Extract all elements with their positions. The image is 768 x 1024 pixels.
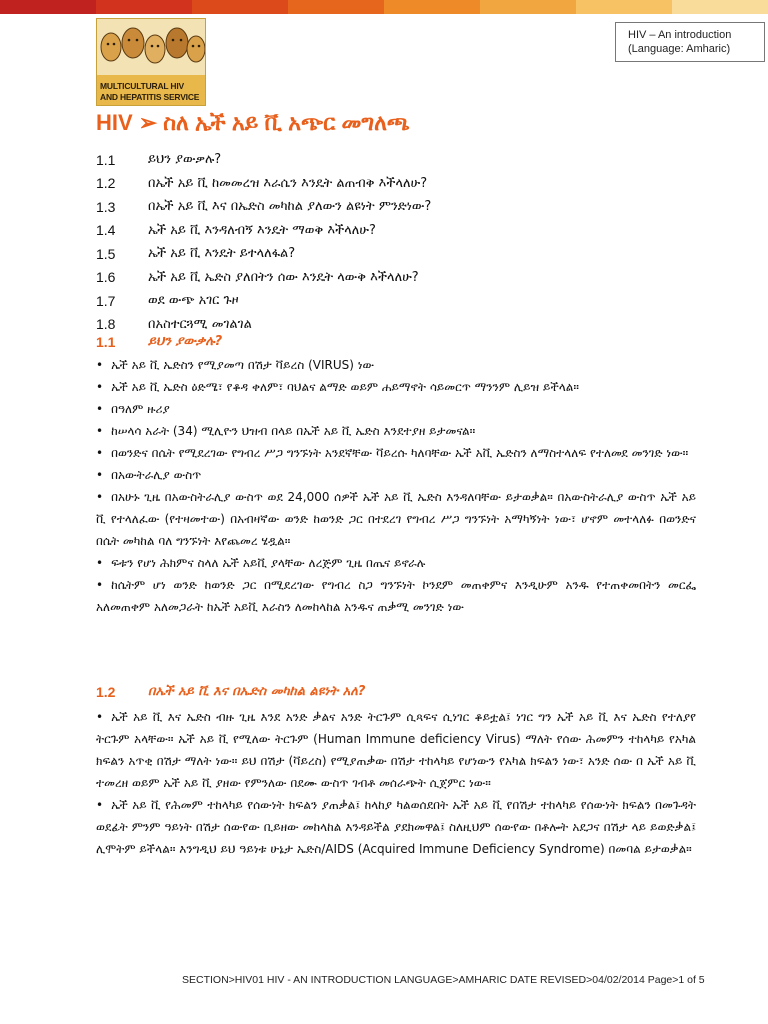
- color-segment: [480, 0, 576, 14]
- bullet-text: በአውትራሊያ ውስጥ: [111, 468, 202, 482]
- toc-text: ኤች አይ ቪ እንዴት ይተላለፋል?: [148, 246, 296, 262]
- toc-number: 1.7: [96, 292, 116, 309]
- bullet-text: ከሴትም ሆነ ወንድ ከወንድ ጋር በሚደረገው የግብረ ስጋ ግንኙነት ኮንደም መጠቀምና እንዲሁም አንዱ የተጠቀመበትን መርፌ አለመጠቀም አለመጋራት ከኤች አይቪ እራስን ለመከላከል አንዱና ጠቃሚ መንገድ ነው: [96, 578, 696, 614]
- color-segment: [672, 0, 768, 14]
- toc-text: ኤች አይ ቪ ኤድስ ያለበትን ሰው እንዴት ላውቅ እችላለሁ?: [148, 269, 419, 285]
- section-1-1-body: [96, 354, 696, 618]
- section-title: ይህን ያውቃሉ?: [148, 334, 223, 349]
- bullet-icon: •: [96, 490, 104, 504]
- bullet-icon: •: [96, 446, 104, 460]
- logo-line-2: AND HEPATITIS SERVICE: [100, 92, 200, 102]
- toc-number: 1.2: [96, 175, 116, 192]
- toc-text: ኤች አይ ቪ እንዳለብኝ እንዴት ማወቅ እችላለሁ?: [148, 222, 376, 238]
- bullet-text: ኤች አይ ቪ ኤድስን የሚያመጣ በሽታ ቫይረስ (VIRUS) ነው: [111, 358, 375, 372]
- multicultural-hiv-logo: [96, 18, 206, 106]
- toc-text: በኤች አይ ቪ ከመመረዝ እራሴን እንዴት ልጠብቅ እችላለሁ?: [148, 175, 428, 191]
- color-segment: [384, 0, 480, 14]
- bullet-icon: •: [96, 798, 104, 812]
- color-segment: [96, 0, 192, 14]
- bullet-icon: •: [96, 710, 104, 724]
- toc-number: 1.4: [96, 222, 116, 239]
- bullet-paragraph: [96, 574, 696, 618]
- toc-text: በኤች አይ ቪ እና በኤድስ መካከል ያለውን ልዩነት ምንድነው?: [148, 199, 432, 215]
- color-segment: [192, 0, 288, 14]
- toc-text: ወደ ውጭ አገር ጉዞ: [148, 293, 239, 309]
- toc-item[interactable]: [96, 172, 696, 196]
- section-heading-1-1: [96, 334, 222, 350]
- bullet-icon: •: [96, 380, 104, 394]
- page-footer: SECTION>HIV01 HIV - AN INTRODUCTION LANGUAGE>AMHARIC DATE REVISED>04/02/2014 Page>1 of 5: [182, 974, 705, 986]
- bullet-text: ፍቱን የሆነ ሕክምና ስላለ ኤች አይቪ ያላቸው ለረጅም ጊዜ በጤና ይኖራሉ: [111, 556, 426, 570]
- color-segment: [0, 0, 96, 14]
- section-title: በኤች አይ ቪ እና በኤድስ መካከል ልዩነት አለ?: [148, 684, 366, 699]
- toc-item[interactable]: [96, 313, 696, 337]
- faces-illustration: [97, 19, 205, 75]
- bullet-icon: •: [96, 578, 104, 592]
- bullet-icon: •: [96, 424, 104, 438]
- toc-text: ይህን ያውቃሉ?: [148, 152, 222, 168]
- section-number: 1.1: [96, 334, 116, 350]
- info-language: (Language: Amharic): [628, 43, 731, 55]
- bullet-paragraph: [96, 442, 696, 464]
- bullet-paragraph: [96, 354, 696, 376]
- bullet-icon: •: [96, 402, 104, 416]
- toc-item[interactable]: [96, 219, 696, 243]
- bullet-paragraph: [96, 794, 696, 860]
- bullet-text: በአሁኑ ጊዜ በአውስትራሊያ ውስጥ ወደ 24,000 ሰዎች ኤች አይ ቪ ኤድስ እንዳለባቸው ይታወቃል። በአውስትራሊያ ውስጥ ኤች አይ ቪ የተላለፈው (የተዛመተው) በአብዛኛው ወንድ ከወንድ ጋር በተደረገ የግብረ ሥጋ ግንኙነት አማካኝነት ነው፣ ሆኖም መተላለፉ በወንድና በሴት መካከል ባለ ግንኙነት እየጨመረ ሄዷል።: [96, 490, 696, 548]
- bullet-text: ከሠላሳ አራት (34) ሚሊዮን ህዝብ በላይ በኤች አይ ቪ ኤድስ እንደተያዘ ይታመናል።: [111, 424, 476, 438]
- section-1-2-body: [96, 706, 696, 860]
- bullet-paragraph: [96, 420, 696, 442]
- bullet-text: ኤች አይ ቪ እና ኤድስ ብዙ ጊዜ እንደ አንድ ቃልና አንድ ትርጉም ሲጻፍና ሲነገር ቆይቷል፤ ነገር ግን ኤች አይ ቪ እና ኤድስ የተለያየ ትርጉም አላቸው። ኤች አይ ቪ የሚለው ትርጉም (Human Immune deficiency Virus) ማለት የሰው ሕመምን ተከላካይ የአካል ክፍልን አጥቂ በሽታ ማለት ነው። ይህ በሽታ (ቫይረስ) የሚያጠቃው በሽታ ተከላካይ የሆነውን የአካል ክፍልን ነው፣ አንድ ሰው በ ኤች አይ ቪ ተመረዘ ወይም ኤች አይ ቪ ያዘው የምንለው በደሙ ውስጥ ገብቶ መሰራጭት ሲጀምር ነው።: [96, 710, 696, 790]
- info-title: HIV – An introduction: [628, 29, 732, 41]
- color-segment: [288, 0, 384, 14]
- toc-text: በአስተርጓሚ መገልገል: [148, 316, 252, 332]
- bullet-icon: •: [96, 556, 104, 570]
- bullet-paragraph: [96, 552, 696, 574]
- toc-item[interactable]: [96, 289, 696, 313]
- bullet-text: በዓለም ዙሪያ: [111, 402, 170, 416]
- bullet-paragraph: [96, 464, 696, 486]
- bullet-icon: •: [96, 358, 104, 372]
- bullet-paragraph: [96, 376, 696, 398]
- toc-number: 1.6: [96, 269, 116, 286]
- brand-color-bar: [0, 0, 768, 14]
- toc-number: 1.3: [96, 198, 116, 215]
- color-segment: [576, 0, 672, 14]
- bullet-paragraph: [96, 706, 696, 794]
- toc-number: 1.8: [96, 316, 116, 333]
- bullet-text: ኤች አይ ቪ ኤድስ ዕድሜ፣ የቆዳ ቀለም፣ ባህልና ልማድ ወይም ሐይማኖት ሳይመርጥ ማንንም ሊይዝ ይችላል።: [111, 380, 579, 394]
- toc-item[interactable]: [96, 266, 696, 290]
- page-title: [96, 110, 410, 136]
- bullet-paragraph: [96, 398, 696, 420]
- section-number: 1.2: [96, 684, 116, 700]
- toc-number: 1.5: [96, 245, 116, 262]
- title-text: ስለ ኤች አይ ቪ አጭር መግለጫ: [163, 110, 410, 135]
- logo-line-1: MULTICULTURAL HIV: [100, 81, 184, 91]
- arrow-icon: ➢: [138, 110, 158, 135]
- document-info-box: [615, 22, 765, 62]
- bullet-icon: •: [96, 468, 104, 482]
- bullet-paragraph: [96, 486, 696, 552]
- bullet-text: ኤች አይ ቪ የሕመም ተከላካይ የሰውነት ክፍልን ያጠቃል፤ ከላከያ ካልወሰደበት ኤች አይ ቪ የበሽታ ተከላካይ የሰውነት ክፍልን በመጉዳት ወደፊት ምንም ዓይነት በሽታ ሰውየው ቢይዘው መከላከል እንዳይችል ያደክመዋል፤ ስለዚህም ሰውየው በቶሎት አደጋና በሽታ ላይ ይወድቃል፤ ሊሞትም ይችላል። እንግዲህ ይህ ዓይነቱ ሁኔታ ኤድስ/AIDS (Acquired Immune Deficiency Syndrome) በመባል ይታወቃል።: [96, 798, 696, 856]
- toc-item[interactable]: [96, 148, 696, 172]
- bullet-text: በወንድና በሴት የሚደረገው የግብረ ሥጋ ግንኙነት አንደኛቸው ቫይረሱ ካለባቸው ኤች አቪ ኤድስን ለማስተላለፍ የተለመደ መንገድ ነው።: [111, 446, 689, 460]
- title-prefix: HIV: [96, 110, 133, 135]
- toc-item[interactable]: [96, 195, 696, 219]
- table-of-contents: [96, 148, 696, 336]
- toc-number: 1.1: [96, 151, 116, 168]
- toc-item[interactable]: [96, 242, 696, 266]
- section-heading-1-2: [96, 684, 365, 700]
